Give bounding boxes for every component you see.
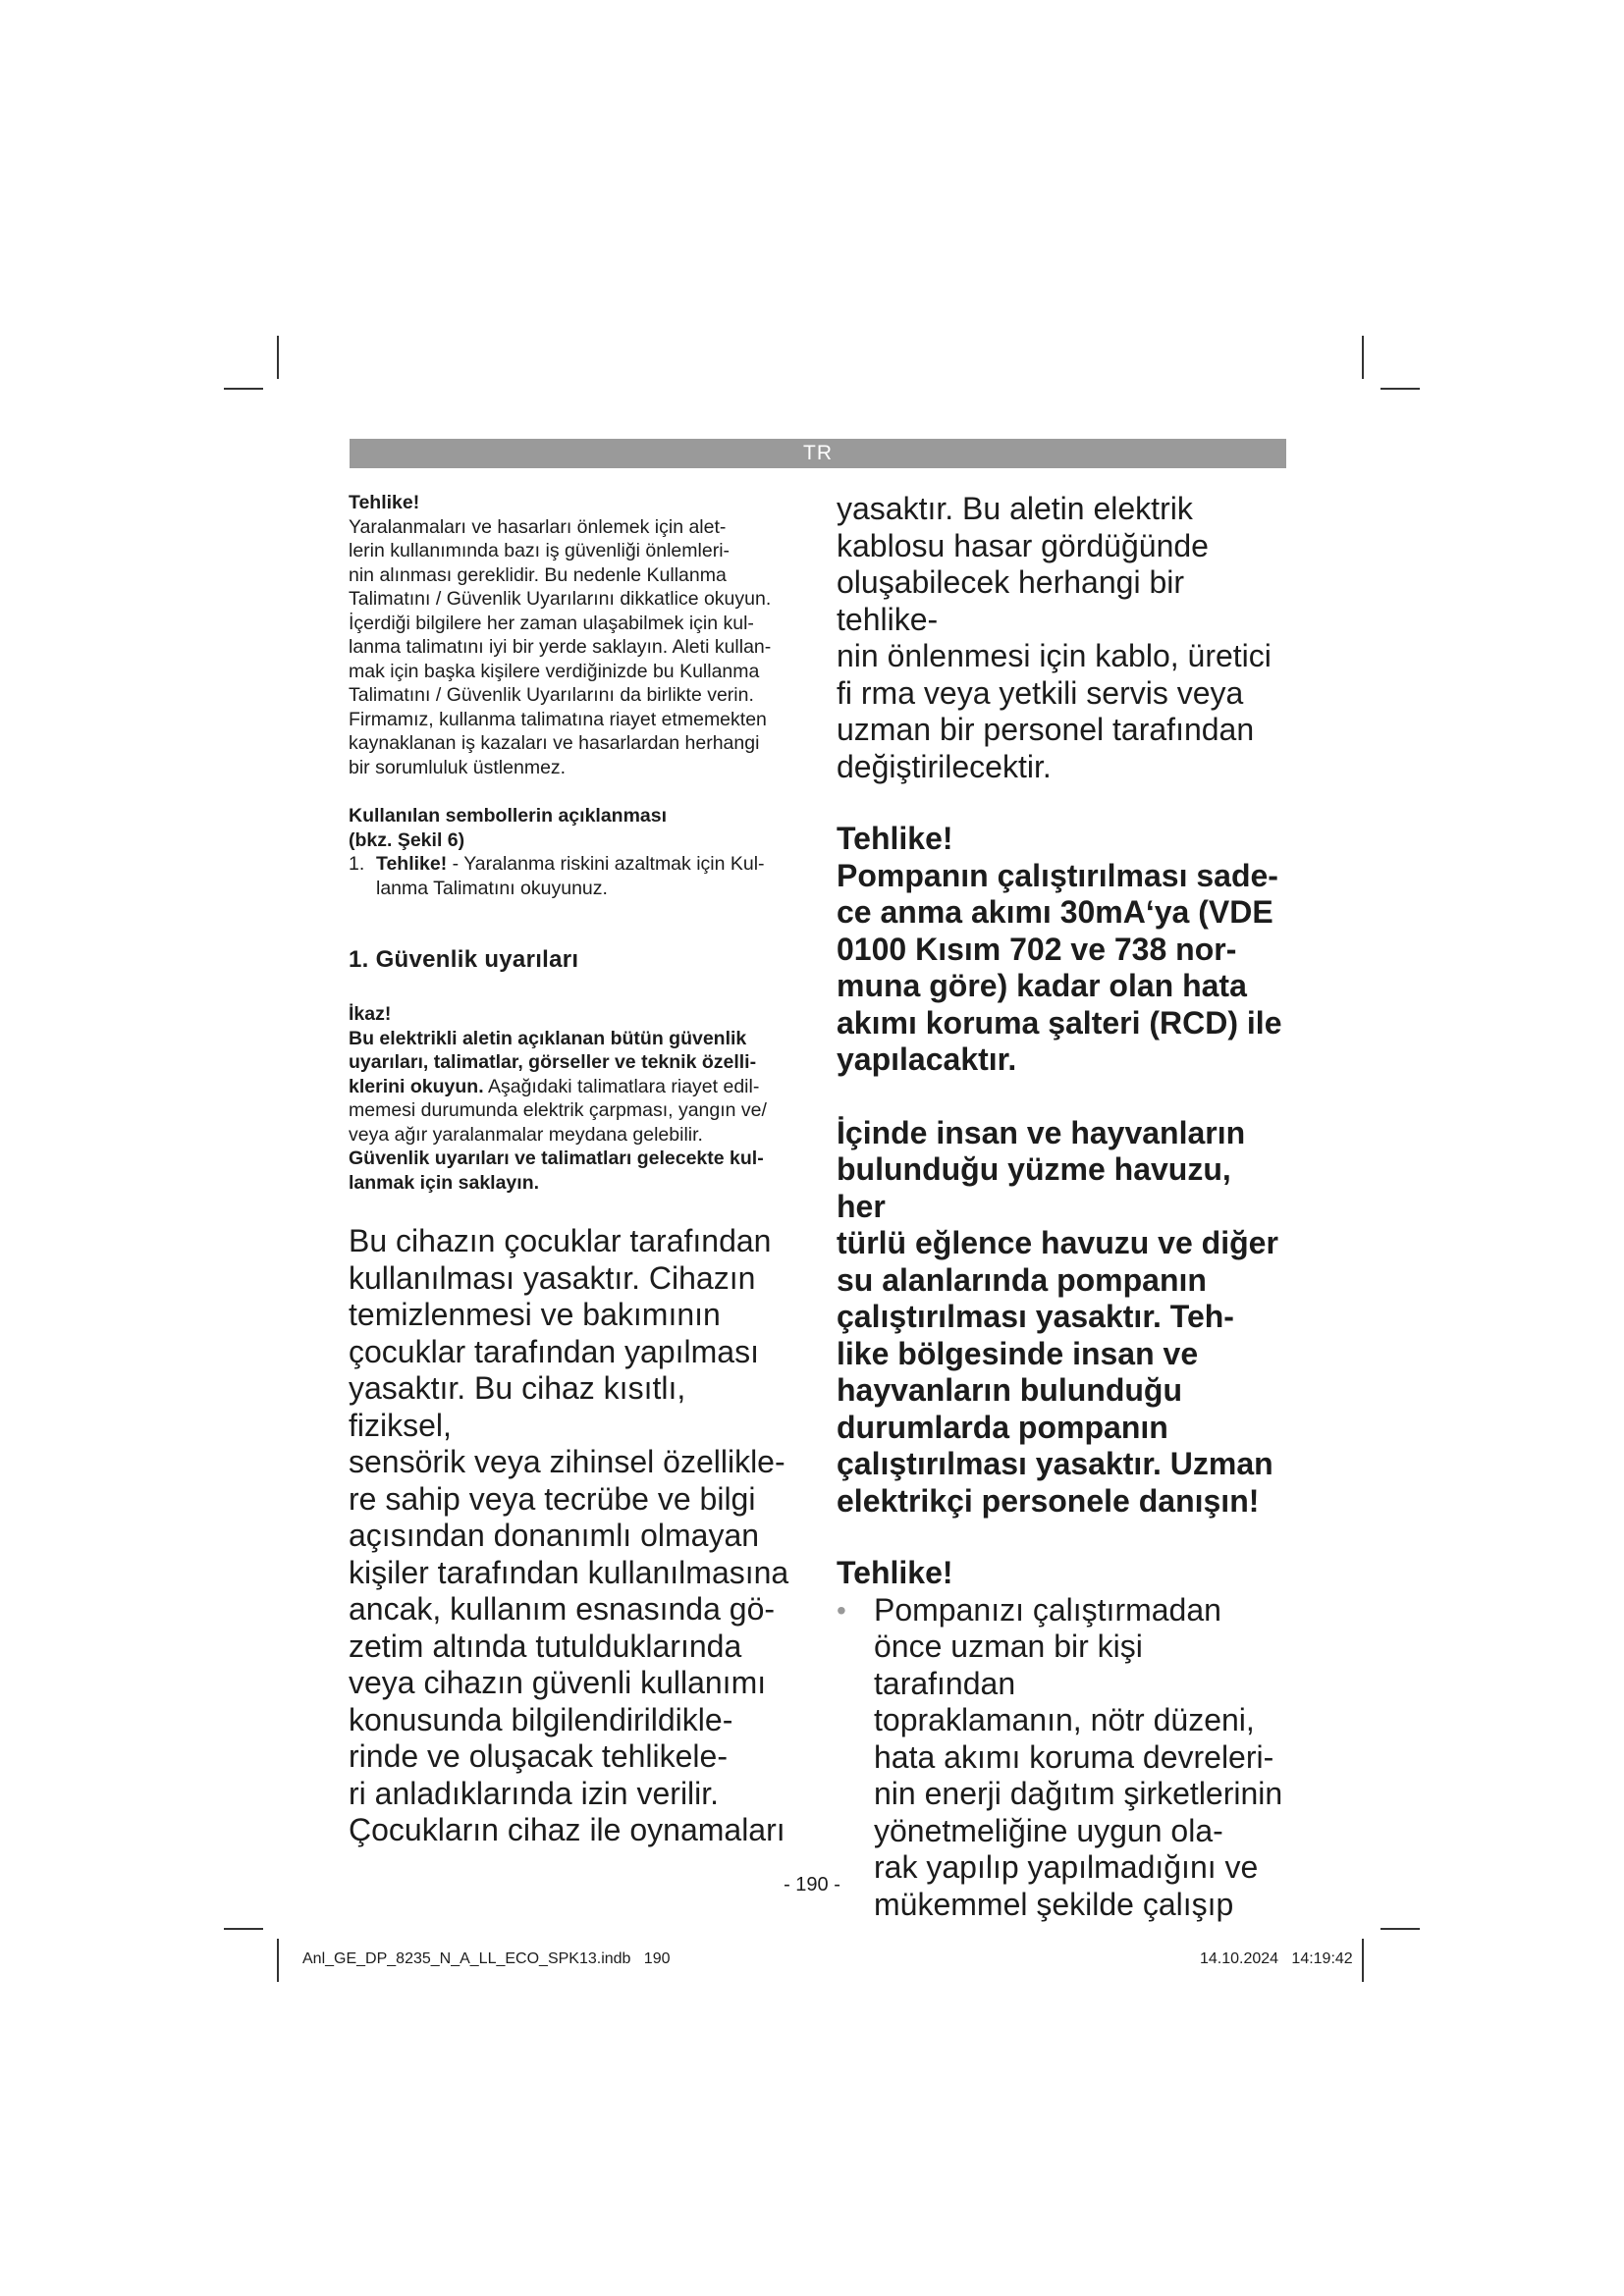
crop-mark-bottom-left xyxy=(277,1939,279,1982)
cable-line: nin önlenmesi için kablo, üretici xyxy=(837,638,1272,673)
children-line: yasaktır. Bu cihaz kısıtlı, fiziksel, xyxy=(349,1370,686,1443)
crop-mark-top-right xyxy=(1380,388,1420,390)
children-notice xyxy=(349,1223,795,1849)
rcd-line: Pompanın çalıştırılması sade- xyxy=(837,857,1278,893)
intro-line: nin alınması gereklidir. Bu nedenle Kullanma xyxy=(349,563,727,586)
pool-line: like bölgesinde insan ve xyxy=(837,1335,1199,1371)
symbols-section xyxy=(349,804,795,900)
pool-line: çalıştırılması yasaktır. Uzman xyxy=(837,1446,1273,1481)
warning-title: İkaz! xyxy=(349,1003,392,1025)
children-line: ancak, kullanım esnasında gö- xyxy=(349,1591,776,1627)
warning-line: Aşağıdaki talimatlara riayet edil- xyxy=(483,1075,760,1097)
rcd-line: yapılacaktır. xyxy=(837,1041,1017,1077)
children-line: konusunda bilgilendirildikle- xyxy=(349,1701,733,1737)
rcd-line: ce anma akımı 30mA‘ya (VDE xyxy=(837,894,1273,930)
grounding-warning xyxy=(837,1555,1288,1923)
bullet-line: Pompanızı çalıştırmadan xyxy=(874,1591,1221,1628)
children-line: açısından donanımlı olmayan xyxy=(349,1518,760,1553)
pool-line: hayvanların bulunduğu xyxy=(837,1372,1183,1408)
intro-line: İçerdiği bilgilere her zaman ulaşabilmek için kul- xyxy=(349,612,754,634)
children-line: temizlenmesi ve bakımının xyxy=(349,1297,721,1332)
footer-date-time: 14.10.2024 14:19:42 xyxy=(1200,1950,1353,1967)
warning-line: memesi durumunda elektrik çarpması, yangın ve/ xyxy=(349,1099,767,1121)
intro-line: bir sorumluluk üstlenmez. xyxy=(349,756,567,778)
language-header-bar xyxy=(350,439,1286,468)
crop-mark-top-left xyxy=(277,336,279,379)
children-line: Bu cihazın çocuklar tarafından xyxy=(349,1223,772,1258)
bullet-line: hata akımı koruma devreleri- xyxy=(874,1738,1274,1775)
bullet-icon: • xyxy=(837,1594,846,1626)
warning-line: uyarıları, talimatlar, görseller ve teknik özelli- xyxy=(349,1051,757,1073)
bullet-line: önce uzman bir kişi tarafından xyxy=(874,1629,1143,1701)
cable-line: fi rma veya yetkili servis veya xyxy=(837,674,1244,711)
intro-line: Talimatını / Güvenlik Uyarılarını dikkatlice okuyun. xyxy=(349,588,772,610)
list-number: 1. xyxy=(349,853,365,875)
pool-warning xyxy=(837,1115,1288,1521)
symbols-item-text: - Yaralanma riskini azaltmak için Kul- xyxy=(447,853,765,875)
pool-line: su alanlarında pompanın xyxy=(837,1261,1207,1298)
children-line: Çocukların cihaz ile oynamaları xyxy=(349,1812,785,1847)
intro-line: mak için başka kişilere verdiğinizde bu Kullanma xyxy=(349,660,760,682)
intro-line: Talimatını / Güvenlik Uyarılarını da birlikte verin. xyxy=(349,684,754,706)
warning-line: Güvenlik uyarıları ve talimatları gelecekte kul- xyxy=(349,1148,764,1169)
rcd-line: muna göre) kadar olan hata xyxy=(837,968,1247,1003)
cable-line: uzman bir personel tarafından xyxy=(837,712,1255,747)
general-warning xyxy=(349,1002,795,1195)
bullet-line: topraklamanın, nötr düzeni, xyxy=(874,1702,1255,1737)
pool-line: İçinde insan ve hayvanların xyxy=(837,1114,1246,1150)
intro-line: kaynaklanan iş kazaları ve hasarlardan herhangi xyxy=(349,732,760,754)
children-line: rinde ve oluşacak tehlikele- xyxy=(349,1738,728,1774)
rcd-title: Tehlike! xyxy=(837,821,953,856)
crop-mark-top-right xyxy=(1362,336,1364,379)
symbols-title: Kullanılan sembollerin açıklanması xyxy=(349,805,668,827)
crop-mark-bottom-right xyxy=(1380,1928,1420,1930)
pool-line: türlü eğlence havuzu ve diğer xyxy=(837,1225,1278,1260)
symbols-item-text: lanma Talimatını okuyunuz. xyxy=(376,877,608,899)
pool-line: bulunduğu yüzme havuzu, her xyxy=(837,1151,1231,1224)
section-heading: 1. Güvenlik uyarıları xyxy=(349,946,579,973)
intro-line: Firmamız, kullanma talimatına riayet etmemekten xyxy=(349,708,767,730)
cable-notice xyxy=(837,491,1288,785)
intro-line: Yaralanmaları ve hasarları önlemek için alet- xyxy=(349,515,727,538)
children-line: çocuklar tarafından yapılması xyxy=(349,1333,759,1369)
pool-line: durumlarda pompanın xyxy=(837,1409,1168,1445)
crop-mark-top-left xyxy=(224,388,263,390)
rcd-line: akımı koruma şalteri (RCD) ile xyxy=(837,1004,1282,1041)
children-line: kişiler tarafından kullanılmasına xyxy=(349,1554,789,1590)
page-number: - 190 - xyxy=(784,1874,840,1896)
warning-line: lanmak için saklayın. xyxy=(349,1171,540,1194)
warning-line: klerini okuyun. xyxy=(349,1075,484,1097)
symbols-item-label: Tehlike! xyxy=(376,853,448,875)
children-line: re sahip veya tecrübe ve bilgi xyxy=(349,1480,756,1517)
cable-line: değiştirilecektir. xyxy=(837,748,1052,784)
intro-line: lanma talimatını iyi bir yerde saklayın. Aleti kullan- xyxy=(349,636,772,658)
bullet-line: rak yapılıp yapılmadığını ve xyxy=(874,1849,1259,1885)
rcd-line: 0100 Kısım 702 ve 738 nor- xyxy=(837,931,1237,967)
cable-line: yasaktır. Bu aletin elektrik xyxy=(837,491,1193,526)
children-line: zetim altında tutulduklarında xyxy=(349,1628,742,1664)
left-column xyxy=(349,491,795,1849)
intro-title: Tehlike! xyxy=(349,492,420,513)
bullet-line: yönetmeliğine uygun ola- xyxy=(874,1812,1223,1848)
children-line: kullanılması yasaktır. Cihazın xyxy=(349,1259,756,1296)
intro-warning xyxy=(349,491,795,779)
children-line: sensörik veya zihinsel özellikle- xyxy=(349,1444,785,1479)
children-line: veya cihazın güvenli kullanımı xyxy=(349,1665,767,1700)
bullet-line: nin enerji dağıtım şirketlerinin xyxy=(874,1776,1283,1811)
footer-file-name: Anl_GE_DP_8235_N_A_LL_ECO_SPK13.indb 190 xyxy=(302,1950,671,1967)
children-line: ri anladıklarında izin verilir. xyxy=(349,1775,720,1811)
grounding-title: Tehlike! xyxy=(837,1555,953,1590)
warning-line: Bu elektrikli aletin açıklanan bütün güvenlik xyxy=(349,1027,747,1049)
bullet-line: mükemmel şekilde çalışıp xyxy=(874,1886,1234,1922)
crop-mark-bottom-left xyxy=(224,1928,263,1930)
rcd-warning xyxy=(837,821,1288,1079)
warning-line: veya ağır yaralanmalar meydana gelebilir. xyxy=(349,1123,703,1146)
symbols-list-item xyxy=(349,852,795,900)
language-code: TR xyxy=(803,442,833,464)
symbols-figure-ref: (bkz. Şekil 6) xyxy=(349,828,465,851)
cable-line: kablosu hasar gördüğünde xyxy=(837,527,1209,563)
pool-line: elektrikçi personele danışın! xyxy=(837,1482,1260,1519)
intro-line: lerin kullanımında bazı iş güvenliği önlemleri- xyxy=(349,540,731,561)
right-column xyxy=(837,491,1288,1923)
crop-mark-bottom-right xyxy=(1362,1939,1364,1982)
pool-line: çalıştırılması yasaktır. Teh- xyxy=(837,1299,1234,1334)
cable-line: oluşabilecek herhangi bir tehlike- xyxy=(837,564,1184,637)
